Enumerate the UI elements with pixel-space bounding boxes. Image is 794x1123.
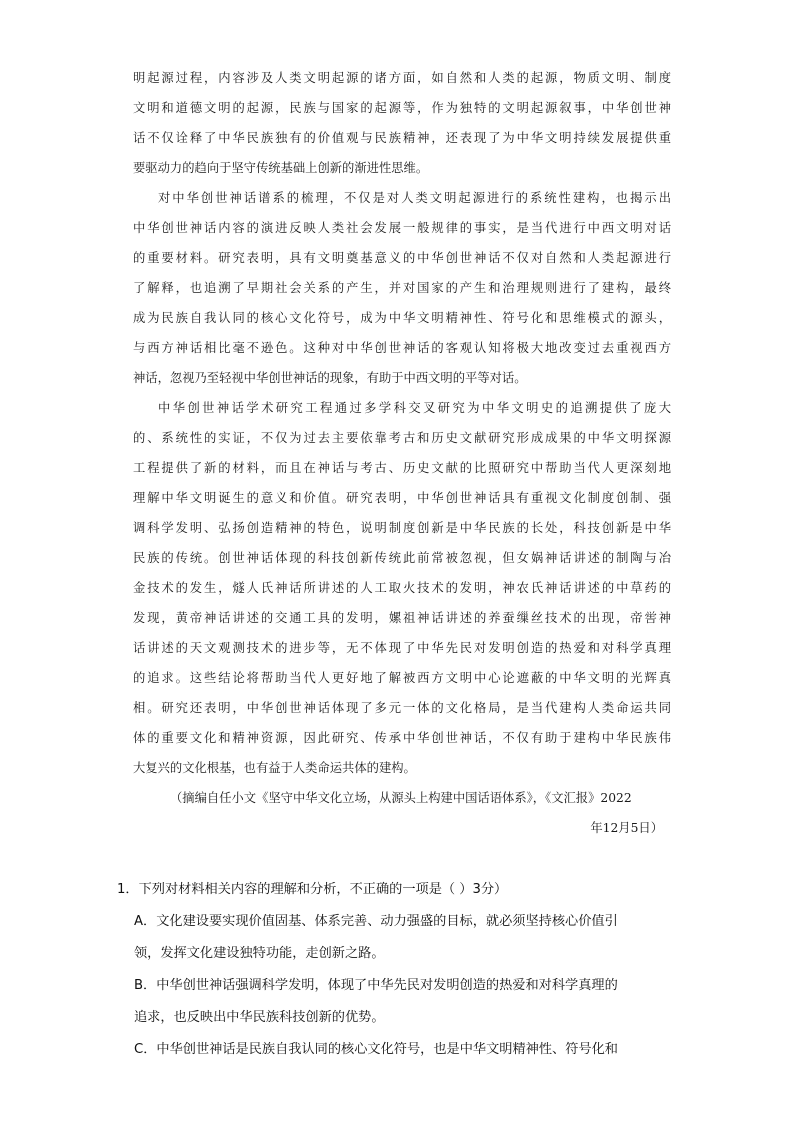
passage-line: 明起源过程，内容涉及人类文明起源的诸方面，如自然和人类的起源，物质文明、制度 (133, 71, 671, 85)
passage-line: 工程提供了新的材料，而且在神话与考古、历史文献的比照研究中帮助当代人更深刻地 (133, 461, 671, 475)
passage-line: 文明和道德文明的起源，民族与国家的起源等，作为独特的文明起源叙事，中华创世神 (133, 101, 671, 115)
passage-line: 的重要材料。研究表明，具有文明奠基意义的中华创世神话不仅对自然和人类起源进行 (133, 251, 671, 265)
question-block (117, 874, 677, 1066)
passage-line: 发现，黄帝神话讲述的交通工具的发明，嫘祖神话讲述的养蚕缫丝技术的出现，帝喾神 (133, 611, 671, 625)
passage-line: 话不仅诠释了中华民族独有的价值观与民族精神，还表现了为中华文明持续发展提供重 (133, 131, 671, 145)
option-a-continued: 领，发挥文化建设独特功能，走创新之路。 (134, 946, 385, 961)
question-stem: 1．下列对材料相关内容的理解和分析，不正确的一项是（ ）3分） (117, 882, 508, 897)
passage-line: 体的重要文化和精神资源，因此研究、传承中华创世神话，不仅有助于建构中华民族伟 (133, 731, 671, 745)
passage-line: 的追求。这些结论将帮助当代人更好地了解被西方文明中心论遮蔽的中华文明的光辉真 (133, 671, 671, 685)
passage-line: 中华创世神话内容的演进反映人类社会发展一般规律的事实，是当代进行中西文明对话 (133, 221, 671, 235)
source-date: 年12月5日） (590, 821, 663, 835)
passage-line: 话讲述的天文观测技术的进步等，无不体现了中华先民对发明创造的热爱和对科学真理 (133, 641, 671, 655)
passage-line: 金技术的发生，燧人氏神话所讲述的人工取火技术的发明，神农氏神话讲述的中草药的 (133, 581, 671, 595)
passage-line: 的、系统性的实证，不仅为过去主要依靠考古和历史文献研究形成成果的中华文明探源 (133, 431, 671, 445)
passage-line: 大复兴的文化根基，也有益于人类命运共体的建构。 (133, 761, 416, 775)
passage-line: 相。研究还表明，中华创世神话体现了多元一体的文化格局，是当代建构人类命运共同 (133, 701, 671, 715)
passage-line: 对中华创世神话谱系的梳理，不仅是对人类文明起源进行的系统性建构，也揭示出 (158, 191, 671, 205)
passage-line: 成为民族自我认同的核心文化符号，成为中华文明精神性、符号化和思维模式的源头， (133, 311, 671, 325)
passage-line: 神话，忽视乃至轻视中华创世神话的现象，有助于中西文明的平等对话。 (133, 371, 527, 385)
passage-line: 调科学发明、弘扬创造精神的特色，说明制度创新是中华民族的长处，科技创新是中华 (133, 521, 671, 535)
passage-line: 民族的传统。创世神话体现的科技创新传统此前常被忽视，但女娲神话讲述的制陶与冶 (133, 551, 671, 565)
passage-column (133, 63, 671, 843)
passage-line: 与西方神话相比毫不逊色。这种对中华创世神话的客观认知将极大地改变过去重视西方 (133, 341, 671, 355)
passage-line: 理解中华文明诞生的意义和价值。研究表明，中华创世神话具有重视文化制度创制、强 (133, 491, 671, 505)
source-citation: （摘编自任小文《坚守中华文化立场，从源头上构建中国话语体系》，《文汇报》2022 (170, 791, 632, 805)
option-b[interactable]: B．中华创世神话强调科学发明，体现了中华先民对发明创造的热爱和对科学真理的 (134, 978, 618, 993)
passage-line: 了解释，也追溯了早期社会关系的产生，并对国家的产生和治理规则进行了建构，最终 (133, 281, 671, 295)
passage-line: 中华创世神话学术研究工程通过多学科交叉研究为中华文明史的追溯提供了庞大 (158, 401, 671, 415)
passage-line: 要驱动力的趋向于坚守传统基础上创新的渐进性思维。 (133, 161, 429, 175)
option-c[interactable]: C．中华创世神话是民族自我认同的核心文化符号，也是中华文明精神性、符号化和 (134, 1042, 618, 1057)
option-b-continued: 追求，也反映出中华民族科技创新的优势。 (134, 1010, 385, 1025)
option-a[interactable]: A．文化建设要实现价值固基、体系完善、动力强盛的目标，就必须坚持核心价值引 (134, 914, 618, 929)
